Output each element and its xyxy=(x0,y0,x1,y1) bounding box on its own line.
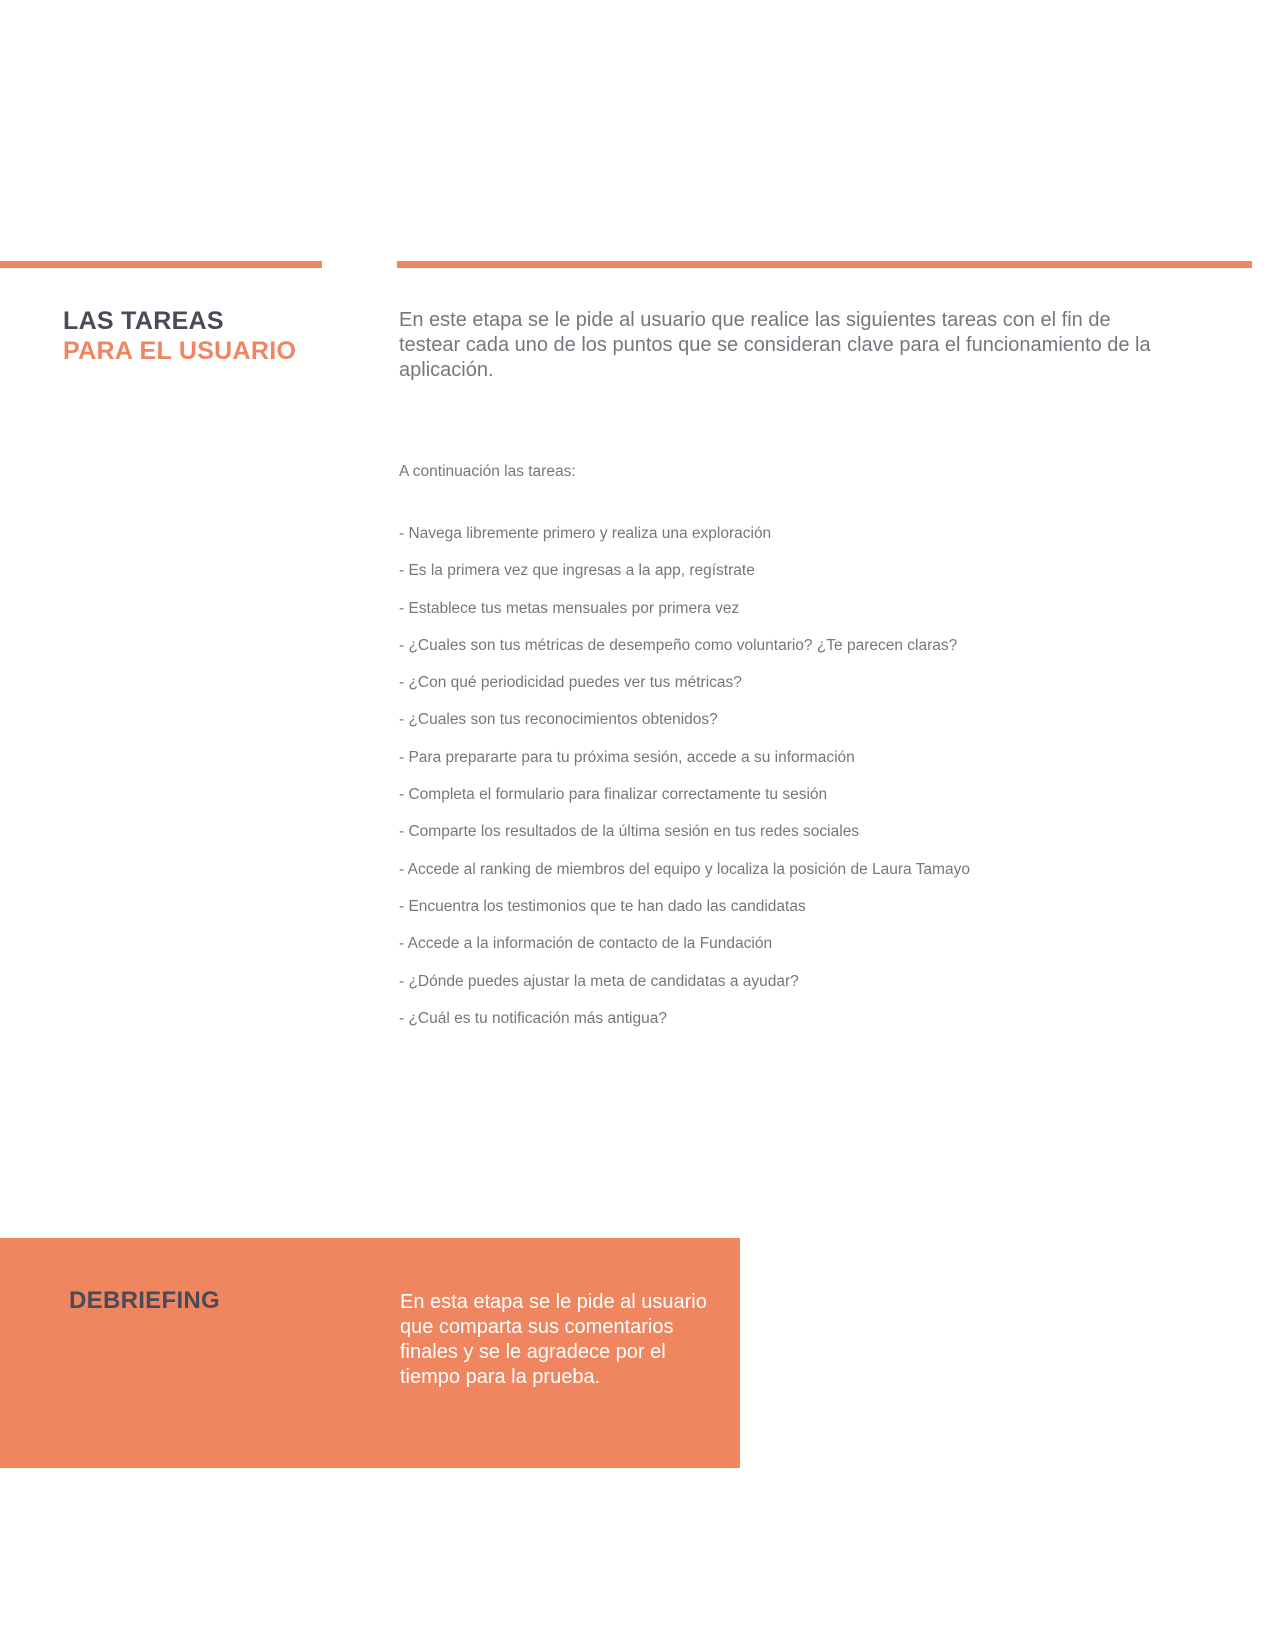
tasks-section-title xyxy=(63,306,296,366)
task-item: - Encuentra los testimonios que te han dado las candidatas xyxy=(399,897,806,915)
divider-right xyxy=(397,261,1252,268)
tasks-title-line2: PARA EL USUARIO xyxy=(63,337,297,365)
task-list xyxy=(399,524,970,1046)
task-item: - Establece tus metas mensuales por primera vez xyxy=(399,599,740,617)
tasks-title-line1: LAS TAREAS xyxy=(63,307,224,335)
task-item: - Navega libremente primero y realiza una exploración xyxy=(399,525,772,542)
task-item: - ¿Cuál es tu notificación más antigua? xyxy=(399,1009,667,1027)
task-item: - ¿Cuales son tus métricas de desempeño como voluntario? ¿Te parecen claras? xyxy=(399,636,958,654)
task-item: - Accede al ranking de miembros del equipo y localiza la posición de Laura Tamayo xyxy=(399,860,970,878)
tasks-list-label: A continuación las tareas: xyxy=(399,463,576,480)
task-item: - Es la primera vez que ingresas a la app, regístrate xyxy=(399,562,755,580)
task-item: - Accede a la información de contacto de la Fundación xyxy=(399,935,773,953)
task-item: - Comparte los resultados de la última sesión en tus redes sociales xyxy=(399,823,860,841)
task-item: - ¿Con qué periodicidad puedes ver tus métricas? xyxy=(399,674,742,692)
divider-left xyxy=(0,261,322,268)
debriefing-title: DEBRIEFING xyxy=(69,1287,221,1314)
debriefing-text: En esta etapa se le pide al usuario que comparta sus comentarios finales y se le agradece por el tiempo para la prueba. xyxy=(400,1291,707,1388)
task-item: - ¿Dónde puedes ajustar la meta de candidatas a ayudar? xyxy=(399,972,799,990)
tasks-intro-paragraph: En este etapa se le pide al usuario que realice las siguientes tareas con el fin de testear cada uno de los puntos que se consideran clave para el funcionamiento de la aplicación. xyxy=(399,309,1151,381)
task-item: - ¿Cuales son tus reconocimientos obtenidos? xyxy=(399,711,718,729)
task-item: - Para prepararte para tu próxima sesión, accede a su información xyxy=(399,748,855,766)
task-item: - Completa el formulario para finalizar correctamente tu sesión xyxy=(399,786,828,804)
